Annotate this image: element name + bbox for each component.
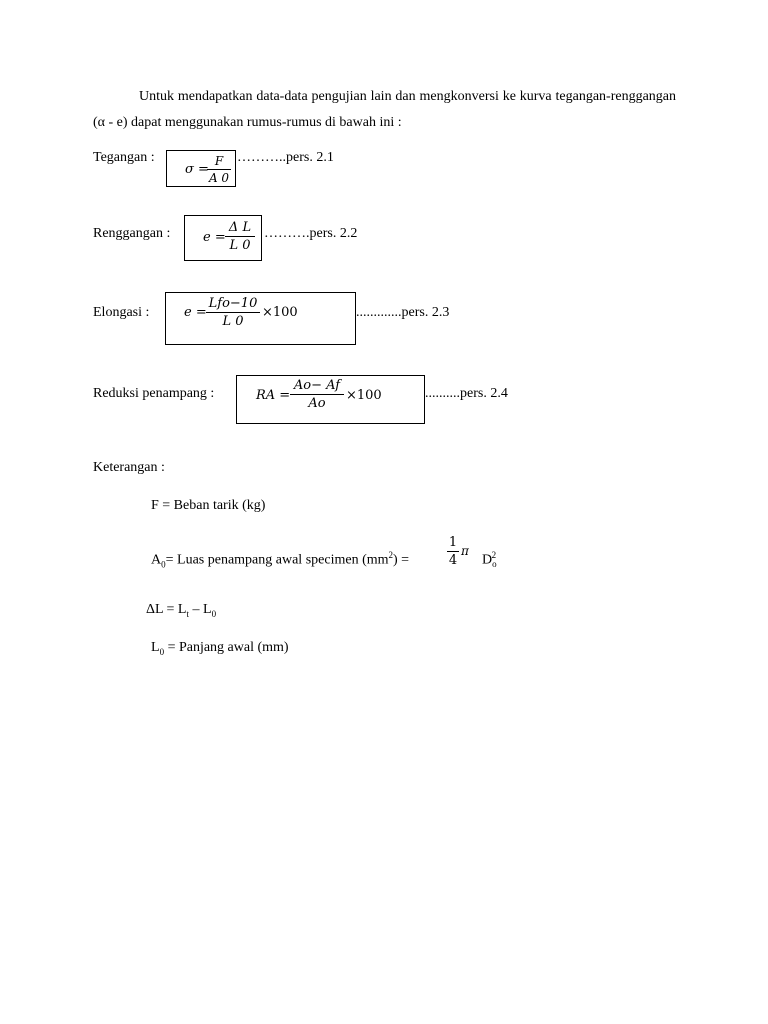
- a0-definition: [151, 551, 409, 569]
- tegangan-lhs: σ =: [185, 162, 209, 177]
- reduksi-fraction: [290, 379, 344, 410]
- d-symbol: D: [482, 552, 493, 568]
- a0-symbol: A: [151, 552, 162, 568]
- renggangan-fraction: [225, 221, 255, 252]
- fraction-bar: [447, 551, 459, 552]
- elongasi-fraction: [206, 297, 260, 328]
- elongasi-formula-box: [165, 292, 356, 345]
- elongasi-lhs: e =: [184, 305, 207, 320]
- tegangan-numerator: F: [214, 154, 224, 168]
- tegangan-label: Tegangan :: [93, 150, 155, 165]
- reduksi-formula-box: [236, 375, 425, 424]
- l0-subscript: 0: [211, 608, 217, 619]
- reduksi-multiplier: ×100: [346, 388, 382, 403]
- renggangan-denominator: L 0: [229, 238, 251, 253]
- renggangan-numerator: Δ L: [228, 220, 252, 235]
- elongasi-denominator: L 0: [222, 314, 244, 329]
- l0-text: = Panjang awal (mm): [164, 640, 289, 655]
- reduksi-numerator: Ao− Af: [293, 378, 341, 393]
- fraction-bar: [207, 169, 231, 170]
- l0-definition: [151, 641, 289, 657]
- renggangan-formula-box: [184, 215, 262, 261]
- renggangan-equation-ref: ……….pers. 2.2: [264, 226, 358, 241]
- tegangan-equation-ref: ………..pers. 2.1: [237, 150, 334, 165]
- intro-paragraph: [93, 84, 676, 136]
- d0-term: [482, 551, 496, 569]
- elongasi-multiplier: ×100: [262, 305, 298, 320]
- reduksi-equation-ref: ..........pers. 2.4: [425, 386, 508, 401]
- delta-l-definition: [146, 603, 216, 619]
- keterangan-heading: Keterangan :: [93, 460, 165, 475]
- quarter-numerator: 1: [448, 535, 458, 550]
- tegangan-formula-box: [166, 150, 236, 187]
- f-definition: F = Beban tarik (kg): [151, 498, 266, 513]
- d-subscript: o: [492, 559, 497, 570]
- d-superscript: 2: [491, 550, 497, 560]
- l0-symbol: L: [151, 640, 160, 655]
- reduksi-denominator: Ao: [308, 396, 326, 411]
- tegangan-denominator: A 0: [208, 171, 230, 185]
- elongasi-numerator: Lfo−10: [208, 296, 258, 311]
- fraction-bar: [206, 312, 260, 313]
- a0-subscript: 0: [161, 559, 166, 570]
- pi-symbol: π: [461, 544, 469, 558]
- a0-superscript: 2: [388, 550, 394, 560]
- a0-close: ) =: [393, 552, 410, 568]
- quarter-denominator: 4: [448, 553, 458, 568]
- tegangan-fraction: [207, 155, 231, 184]
- intro-text: Untuk mendapatkan data-data pengujian lain dan mengkonversi ke kurva tegangan-renggangan (α - e) dapat menggunakan rumus-rumus di bawah ini :: [93, 89, 676, 130]
- delta-l-prefix: ΔL = L: [146, 602, 187, 617]
- renggangan-lhs: e =: [203, 230, 226, 245]
- fraction-bar: [290, 394, 344, 395]
- a0-text: = Luas penampang awal specimen (mm: [165, 552, 389, 568]
- delta-l-mid: – L: [189, 602, 212, 617]
- fraction-bar: [225, 236, 255, 237]
- quarter-fraction: [447, 536, 459, 567]
- reduksi-lhs: RA =: [256, 388, 291, 403]
- lt-subscript: t: [186, 608, 189, 619]
- elongasi-equation-ref: .............pers. 2.3: [356, 305, 450, 320]
- renggangan-label: Renggangan :: [93, 226, 171, 241]
- reduksi-label: Reduksi penampang :: [93, 386, 215, 401]
- elongasi-label: Elongasi :: [93, 305, 150, 320]
- l0-def-subscript: 0: [159, 646, 165, 657]
